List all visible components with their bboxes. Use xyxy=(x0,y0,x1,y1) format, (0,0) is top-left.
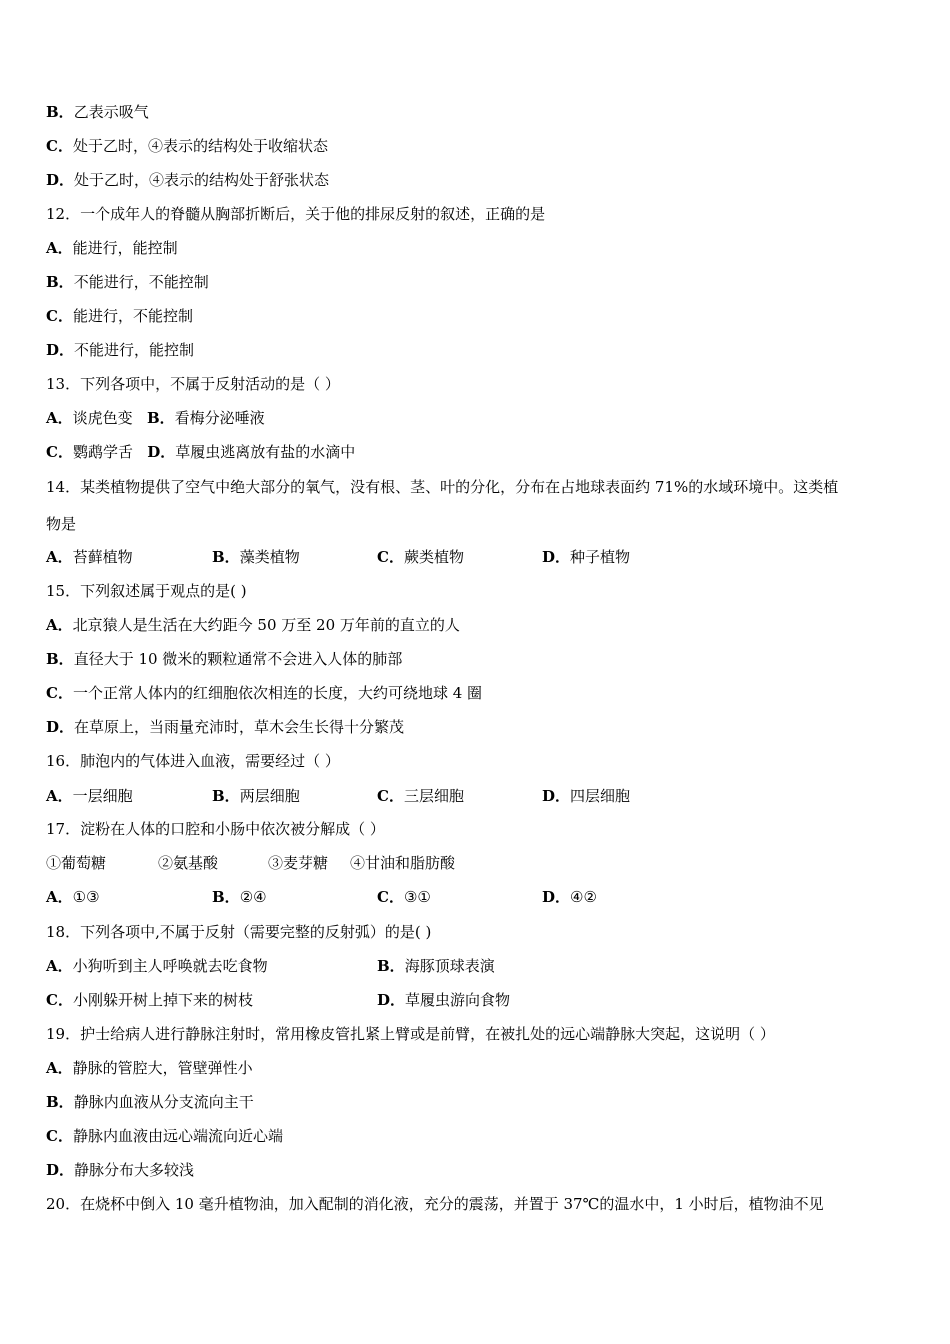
option-label: A． xyxy=(46,787,73,805)
option-text: 苔藓植物 xyxy=(72,548,133,566)
q19-stem: 19．护士给病人进行静脉注射时，常用橡皮管扎紧上臂或是前臂，在被扎处的远心端静脉大突起，这说明（ ） xyxy=(46,1025,775,1043)
option-label: B． xyxy=(212,548,240,566)
q18-options-cd xyxy=(46,990,906,1010)
option-label: D． xyxy=(542,888,571,906)
option-text: 静脉内血液由远心端流向近心端 xyxy=(72,1127,283,1145)
option-label: D． xyxy=(147,443,176,461)
option-label: C． xyxy=(46,684,73,702)
option-label: D． xyxy=(46,171,75,189)
q17-option-d xyxy=(542,887,597,907)
option-label: B． xyxy=(46,1093,74,1111)
option-text: 两层细胞 xyxy=(239,787,300,805)
q17-option-a xyxy=(46,887,100,907)
q16-options xyxy=(46,786,906,806)
option-label: D． xyxy=(46,718,75,736)
q14-option-c xyxy=(377,547,464,567)
q17-option-c xyxy=(377,887,431,907)
option-label: B． xyxy=(212,787,240,805)
option-text: 静脉的管腔大，管壁弹性小 xyxy=(72,1059,253,1077)
option-text: 静脉分布大多较浅 xyxy=(74,1161,195,1179)
q14-option-d xyxy=(542,547,630,567)
option-label: B． xyxy=(212,888,240,906)
q17-options xyxy=(46,887,906,907)
q14-stem-line2: 物是 xyxy=(46,515,77,533)
option-text: 能进行，不能控制 xyxy=(72,307,193,325)
option-label: C． xyxy=(46,443,73,461)
option-text: 海豚顶球表演 xyxy=(404,957,495,975)
q13-options-cd xyxy=(46,442,355,462)
option-text: 不能进行，能控制 xyxy=(74,341,195,359)
option-label: A． xyxy=(46,239,73,257)
q18-option-b xyxy=(377,956,495,976)
option-text: ④② xyxy=(570,888,597,906)
option-text: 静脉内血液从分支流向主干 xyxy=(73,1093,254,1111)
option-text: 不能进行，不能控制 xyxy=(73,273,209,291)
option-label: C． xyxy=(377,888,404,906)
option-label: C． xyxy=(46,307,73,325)
option-label: A． xyxy=(46,888,73,906)
q18-stem: 18．下列各项中,不属于反射（需要完整的反射弧）的是( ) xyxy=(46,923,432,941)
option-label: B． xyxy=(46,650,74,668)
option-text: 一个正常人体内的红细胞依次相连的长度，大约可绕地球 4 圈 xyxy=(72,684,483,702)
option-label: C． xyxy=(377,548,404,566)
option-text: 在草原上，当雨量充沛时，草木会生长得十分繁茂 xyxy=(74,718,405,736)
option-label: B． xyxy=(46,273,74,291)
option-text: 蕨类植物 xyxy=(403,548,464,566)
q16-option-a xyxy=(46,786,133,806)
option-text: 藻类植物 xyxy=(239,548,300,566)
option-text: 种子植物 xyxy=(570,548,631,566)
option-label: C． xyxy=(377,787,404,805)
option-text: 草履虫游向食物 xyxy=(405,991,511,1009)
q16-option-b xyxy=(212,786,300,806)
q15-stem: 15．下列叙述属于观点的是( ) xyxy=(46,582,247,600)
option-label: C． xyxy=(46,991,73,1009)
q17-item: ④甘油和脂肪酸 xyxy=(350,854,456,872)
option-text: ②④ xyxy=(239,888,267,906)
q19-option-d xyxy=(46,1160,194,1180)
option-label: B． xyxy=(46,103,74,121)
q12-option-a xyxy=(46,238,178,258)
q16-stem: 16．肺泡内的气体进入血液，需要经过（ ） xyxy=(46,752,340,770)
q14-option-b xyxy=(212,547,300,567)
q20-stem: 20．在烧杯中倒入 10 毫升植物油，加入配制的消化液，充分的震荡，并置于 37℃的温水中，1 小时后，植物油不见 xyxy=(46,1195,824,1213)
q18-option-d xyxy=(377,990,510,1010)
option-label: D． xyxy=(542,548,571,566)
q17-items xyxy=(46,853,906,873)
option-text: 鹦鹉学舌 xyxy=(72,443,133,461)
q19-option-b xyxy=(46,1092,254,1112)
q18-options-ab xyxy=(46,956,906,976)
option-text: 北京猿人是生活在大约距今 50 万至 20 万年前的直立的人 xyxy=(72,616,460,634)
q17-option-b xyxy=(212,887,267,907)
q13-stem: 13．下列各项中，不属于反射活动的是（ ） xyxy=(46,375,340,393)
option-text: 小狗听到主人呼唤就去吃食物 xyxy=(72,957,268,975)
option-label: A． xyxy=(46,548,73,566)
q16-option-c xyxy=(377,786,464,806)
q11-option-c xyxy=(46,136,328,156)
q18-option-c xyxy=(46,990,253,1010)
q17-item: ①葡萄糖 xyxy=(46,854,107,872)
q15-option-b xyxy=(46,649,402,669)
q19-option-a xyxy=(46,1058,253,1078)
option-text: 能进行，能控制 xyxy=(72,239,178,257)
q14-stem-line1: 14．某类植物提供了空气中绝大部分的氧气，没有根、茎、叶的分化，分布在占地球表面约 71%的水域环境中。这类植 xyxy=(46,478,839,496)
option-text: 谈虎色变 xyxy=(72,409,133,427)
q12-option-d xyxy=(46,340,194,360)
option-label: A． xyxy=(46,957,73,975)
q12-option-b xyxy=(46,272,209,292)
option-label: B． xyxy=(146,409,175,427)
option-label: D． xyxy=(377,991,406,1009)
q12-stem: 12．一个成年人的脊髓从胸部折断后，关于他的排尿反射的叙述，正确的是 xyxy=(46,205,546,223)
q11-option-d xyxy=(46,170,329,190)
q17-stem: 17．淀粉在人体的口腔和小肠中依次被分解成（ ） xyxy=(46,820,385,838)
option-text: 草履虫逃离放有盐的水滴中 xyxy=(175,443,356,461)
option-label: A． xyxy=(46,409,73,427)
q17-item: ③麦芽糖 xyxy=(268,854,329,872)
option-text: 四层细胞 xyxy=(570,787,631,805)
q11-option-b xyxy=(46,102,149,122)
option-label: B． xyxy=(377,957,405,975)
option-text: ①③ xyxy=(72,888,100,906)
q15-option-d xyxy=(46,717,404,737)
option-label: D． xyxy=(542,787,571,805)
q15-option-a xyxy=(46,615,460,635)
option-text: 三层细胞 xyxy=(403,787,464,805)
option-label: C． xyxy=(46,1127,73,1145)
option-text: 直径大于 10 微米的颗粒通常不会进入人体的肺部 xyxy=(73,650,403,668)
option-text: 看梅分泌唾液 xyxy=(174,409,265,427)
q13-options-ab xyxy=(46,408,265,428)
q18-option-a xyxy=(46,956,268,976)
q15-option-c xyxy=(46,683,482,703)
option-label: C． xyxy=(46,137,73,155)
option-label: D． xyxy=(46,1161,75,1179)
option-text: 处于乙时，④表示的结构处于收缩状态 xyxy=(72,137,328,155)
option-text: 乙表示吸气 xyxy=(73,103,149,121)
q19-option-c xyxy=(46,1126,283,1146)
q12-option-c xyxy=(46,306,193,326)
option-label: A． xyxy=(46,616,73,634)
option-text: ③① xyxy=(403,888,431,906)
option-label: D． xyxy=(46,341,75,359)
option-label: A． xyxy=(46,1059,73,1077)
q16-option-d xyxy=(542,786,630,806)
option-text: 小刚躲开树上掉下来的树枝 xyxy=(72,991,253,1009)
q14-option-a xyxy=(46,547,133,567)
option-text: 处于乙时，④表示的结构处于舒张状态 xyxy=(74,171,330,189)
option-text: 一层细胞 xyxy=(72,787,133,805)
q14-options xyxy=(46,547,906,567)
q17-item: ②氨基酸 xyxy=(158,854,219,872)
